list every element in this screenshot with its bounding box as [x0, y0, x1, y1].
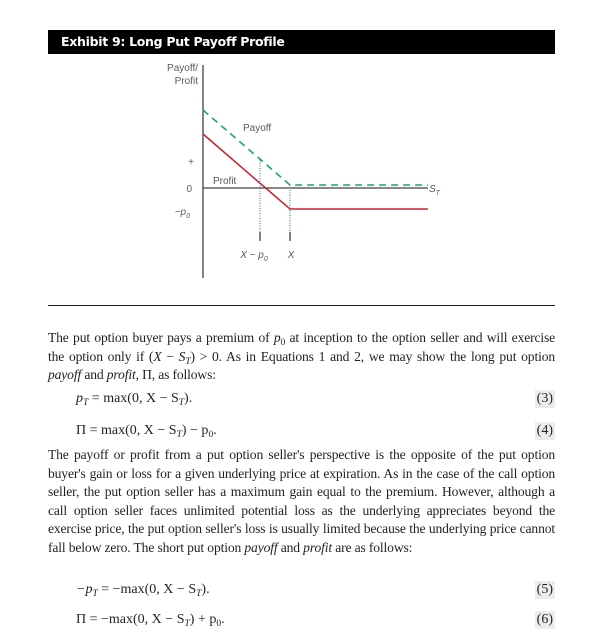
profit-label: Profit — [213, 176, 237, 187]
x-axis-label: $S_T$ — [429, 184, 440, 197]
payoff-chart — [0, 55, 603, 295]
section-divider — [48, 305, 555, 306]
equation-5: $-p_T = -\max(0$, $X - S_T$). — [76, 582, 210, 599]
payoff-label: Payoff — [243, 123, 272, 134]
equation-6: Π = −max(0, $X - S_T) + p_0$. — [76, 612, 225, 629]
exhibit-title: Exhibit 9: Long Put Payoff Profile — [61, 34, 285, 49]
exhibit-banner — [48, 30, 555, 54]
equation-number-4: (4) — [536, 423, 553, 438]
equation-number-6: (6) — [536, 612, 553, 627]
x-tick-x: X — [287, 250, 295, 261]
paragraph-1: The put option buyer pays a premium of $p_0$ at inception to the option seller and will exercise the option only if $(X - S_T) > 0$. As in Equations 1 and 2, we may show the long put option payoff and profit, Π, as follows: — [48, 330, 556, 383]
equation-number-5: (5) — [536, 582, 553, 597]
y-axis-label-line2: Profit — [174, 76, 198, 87]
equation-number-3: (3) — [536, 391, 553, 406]
y-tick-plus: + — [188, 157, 194, 168]
y-axis-label-line1: Payoff/ — [167, 63, 198, 74]
y-tick-minus-p0: $-p_0$ — [174, 207, 190, 220]
profit-series-line — [203, 134, 428, 209]
paragraph-2: The payoff or profit from a put option seller's perspective is the opposite of the put option buyer's gain or loss for a given underlying price at expiration. As in the case of the call option seller, the put option seller has a maximum gain equal to the premium. However, although a call option seller faces unlimited potential loss as the underlying appreciates beyond the exercise price, the put option seller's loss is usually limited because the underlying price cannot fall below zero. The short put option payoff and profit are as follows: — [48, 447, 555, 555]
x-tick-x-minus-p0: $X - p_0$ — [240, 250, 268, 263]
equation-3: $p_T = \max(0$, $X - S_T$). — [76, 391, 193, 408]
y-tick-zero: 0 — [186, 184, 192, 195]
equation-4: Π = max(0, $X - S_T) - p_0$. — [76, 423, 217, 440]
payoff-series-line — [203, 110, 428, 185]
